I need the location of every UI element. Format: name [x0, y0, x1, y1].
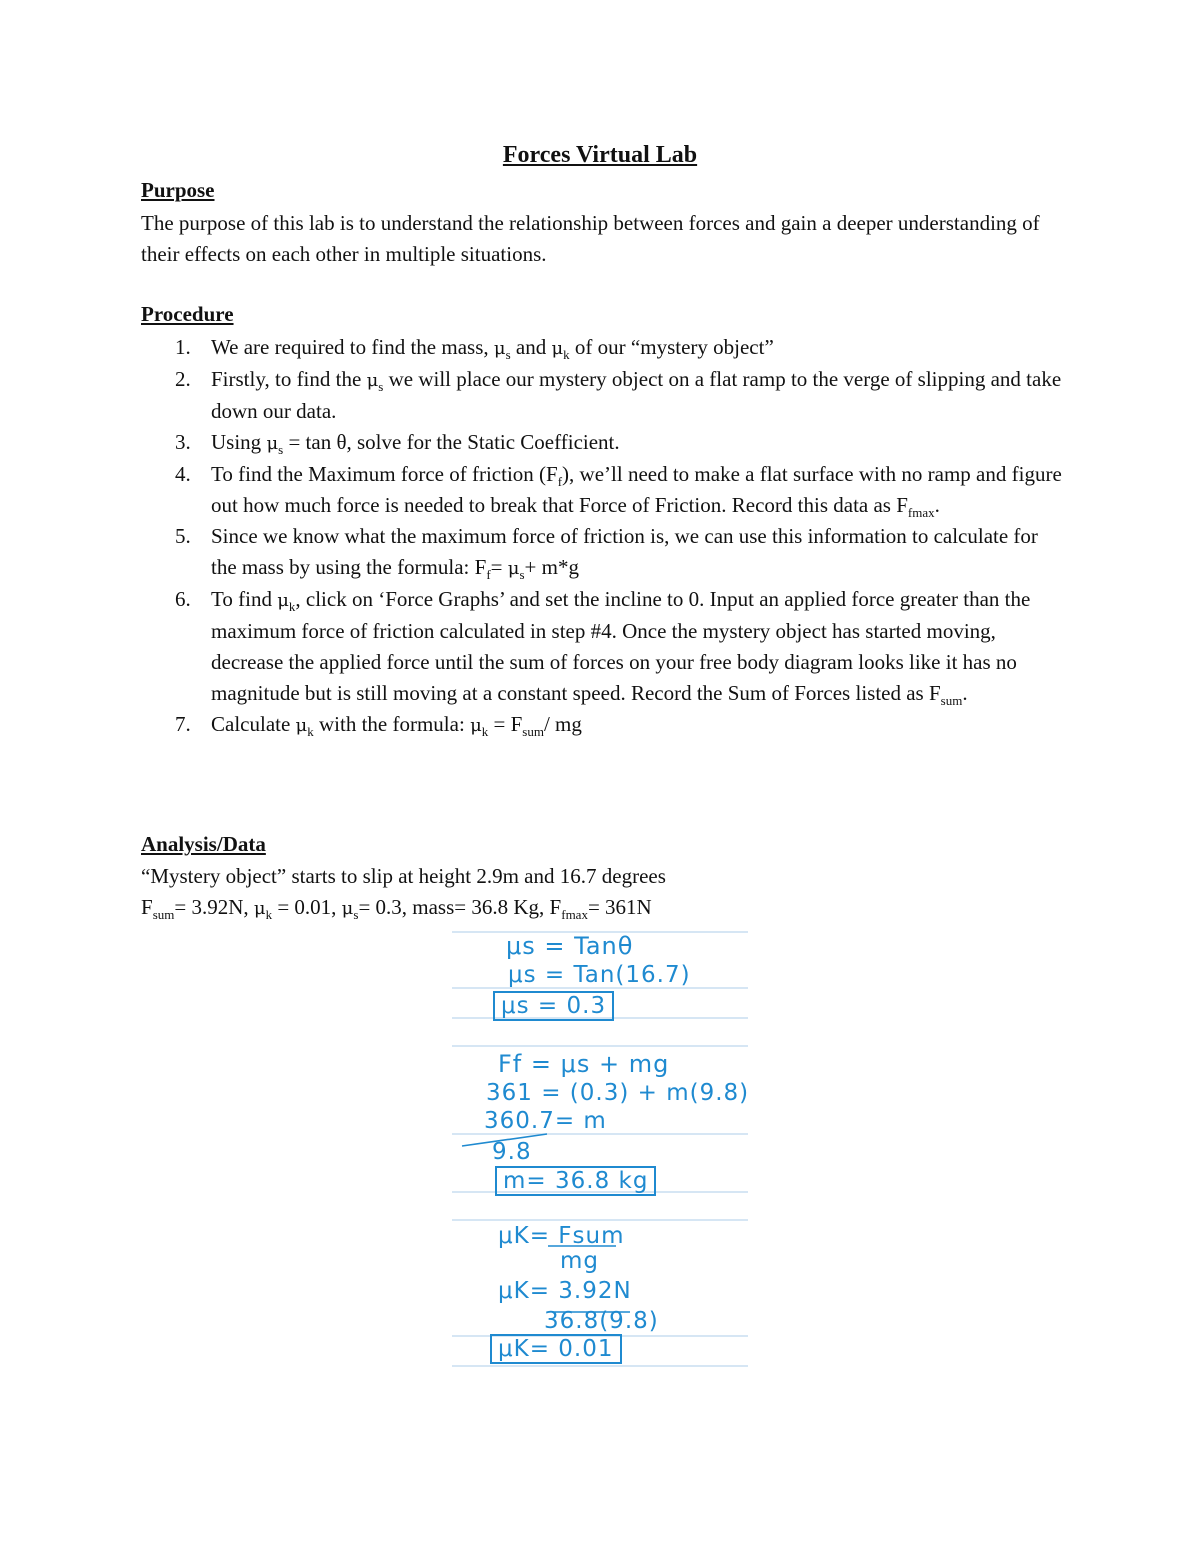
step-text: we will place our mystery object on a flat ramp to the verge of slipping and take down our data. — [211, 367, 1062, 423]
mu-symbol: μ — [366, 370, 379, 391]
subscript: s — [278, 442, 284, 457]
step-text: Using — [211, 430, 267, 454]
step-number: 3. — [175, 430, 191, 454]
step-number: 2. — [175, 367, 191, 391]
procedure-heading: Procedure — [141, 302, 234, 326]
step-number: 1. — [175, 335, 191, 359]
analysis-heading: Analysis/Data — [141, 832, 266, 856]
ffmax-value: = 361N — [587, 895, 652, 919]
step-text: To find — [211, 587, 278, 611]
ffmax-label: F — [549, 895, 562, 919]
subscript: k — [288, 599, 296, 614]
procedure-step — [141, 584, 1066, 709]
step-number: 7. — [175, 712, 191, 736]
subscript: sum — [940, 693, 963, 708]
hw-line-1: μs = Tanθ — [506, 932, 634, 960]
page-title: Forces Virtual Lab — [502, 142, 698, 168]
hw-line-11: μK= 3.92N — [498, 1278, 632, 1304]
subscript: k — [481, 724, 489, 739]
subscript: k — [563, 347, 570, 362]
mus-value: = 0.3, mass= 36.8 Kg, — [358, 895, 550, 919]
step-text: / mg — [543, 712, 582, 736]
procedure-step — [141, 459, 1066, 521]
mu-symbol: μ — [493, 338, 506, 359]
procedure-step — [141, 364, 1066, 427]
subscript: f — [557, 474, 563, 489]
hw-line-2: μs = Tan(16.7) — [508, 962, 691, 988]
mu-symbol: μ — [266, 433, 279, 454]
procedure-step — [141, 709, 1066, 741]
step-text: + m*g — [524, 555, 579, 579]
purpose-text: The purpose of this lab is to understand the relationship between forces and gain a deeper understanding of their effects on each other in multiple situations. — [141, 211, 1040, 266]
step-number: 4. — [175, 462, 191, 486]
procedure-list — [141, 332, 1066, 741]
step-text: = — [490, 555, 508, 579]
fsum-value: = 3.92N, — [174, 895, 254, 919]
step-text: of our “mystery object” — [569, 335, 774, 359]
subscript: s — [519, 567, 525, 582]
ffmax-sub: fmax — [561, 907, 588, 922]
step-text: ), we’ll need to make a flat surface with no ramp and figure out how much force is needed to break that Force of Friction. Record this data as F — [211, 462, 1062, 517]
step-text: We are required to find the mass, — [211, 335, 494, 359]
step-text: , click on ‘Force Graphs’ and set the incline to 0. Input an applied force greater than the maximum force of friction calculated in step #4. Once the mystery object has started moving, decrease the applied force until the sum of forces on your free body diagram looks like it has no magnitude but is still moving at a constant speed. Record the Sum of Forces listed as F — [211, 587, 1031, 705]
step-text: Firstly, to find the — [211, 367, 367, 391]
fsum-label: F — [141, 895, 153, 919]
step-number: 6. — [175, 587, 191, 611]
subscript: fmax — [907, 505, 935, 520]
mus-label: μ — [341, 898, 354, 919]
step-number: 5. — [175, 524, 191, 548]
hw-line-6: 360.7= m — [484, 1108, 607, 1134]
hw-line-13-boxed: μK= 0.01 — [490, 1334, 622, 1364]
hw-line-4: Ff = μs + mg — [498, 1050, 670, 1078]
step-text: and — [510, 335, 552, 359]
mu-symbol: μ — [295, 715, 308, 736]
subscript: s — [505, 347, 511, 362]
step-text: Since we know what the maximum force of friction is, we can use this information to calculate for the mass by using the formula: F — [211, 524, 1038, 579]
step-text: To find the Maximum force of friction (F — [211, 462, 558, 486]
muk-value: = 0.01, — [272, 895, 342, 919]
subscript: s — [378, 379, 384, 394]
procedure-step — [141, 427, 1066, 459]
hw-line-12: 36.8(9.8) — [544, 1308, 659, 1334]
step-text: = F — [488, 712, 523, 736]
hw-line-7: 9.8 — [492, 1139, 532, 1165]
step-text: with the formula: — [313, 712, 471, 736]
mu-symbol: μ — [507, 558, 520, 579]
hw-line-5: 361 = (0.3) + m(9.8) — [486, 1080, 750, 1106]
hw-line-3-boxed: μs = 0.3 — [493, 991, 614, 1021]
subscript: sum — [522, 724, 544, 739]
handwritten-notes — [452, 928, 748, 1368]
hw-line-9: μK= Fsum — [498, 1223, 625, 1249]
hw-line-10: mg — [560, 1248, 600, 1274]
mu-symbol: μ — [551, 338, 564, 359]
step-text: Calculate — [211, 712, 296, 736]
muk-label: μ — [253, 898, 266, 919]
purpose-heading: Purpose — [141, 178, 215, 202]
fsum-sub: sum — [152, 907, 175, 922]
procedure-step — [141, 332, 1066, 364]
subscript: k — [307, 724, 314, 739]
step-text: . — [962, 681, 968, 705]
mu-symbol: μ — [277, 590, 289, 611]
subscript: f — [486, 567, 491, 582]
mu-symbol: μ — [470, 715, 482, 736]
hw-line-8-boxed: m= 36.8 kg — [495, 1166, 656, 1196]
muk-sub: k — [265, 907, 273, 922]
step-text: . — [934, 493, 940, 517]
procedure-step — [141, 521, 1066, 584]
analysis-line-2 — [141, 892, 652, 924]
analysis-line-1: “Mystery object” starts to slip at height 2.9m and 16.7 degrees — [141, 864, 666, 888]
step-text: = tan θ, solve for the Static Coefficient. — [283, 430, 620, 454]
mus-sub: s — [353, 907, 359, 922]
